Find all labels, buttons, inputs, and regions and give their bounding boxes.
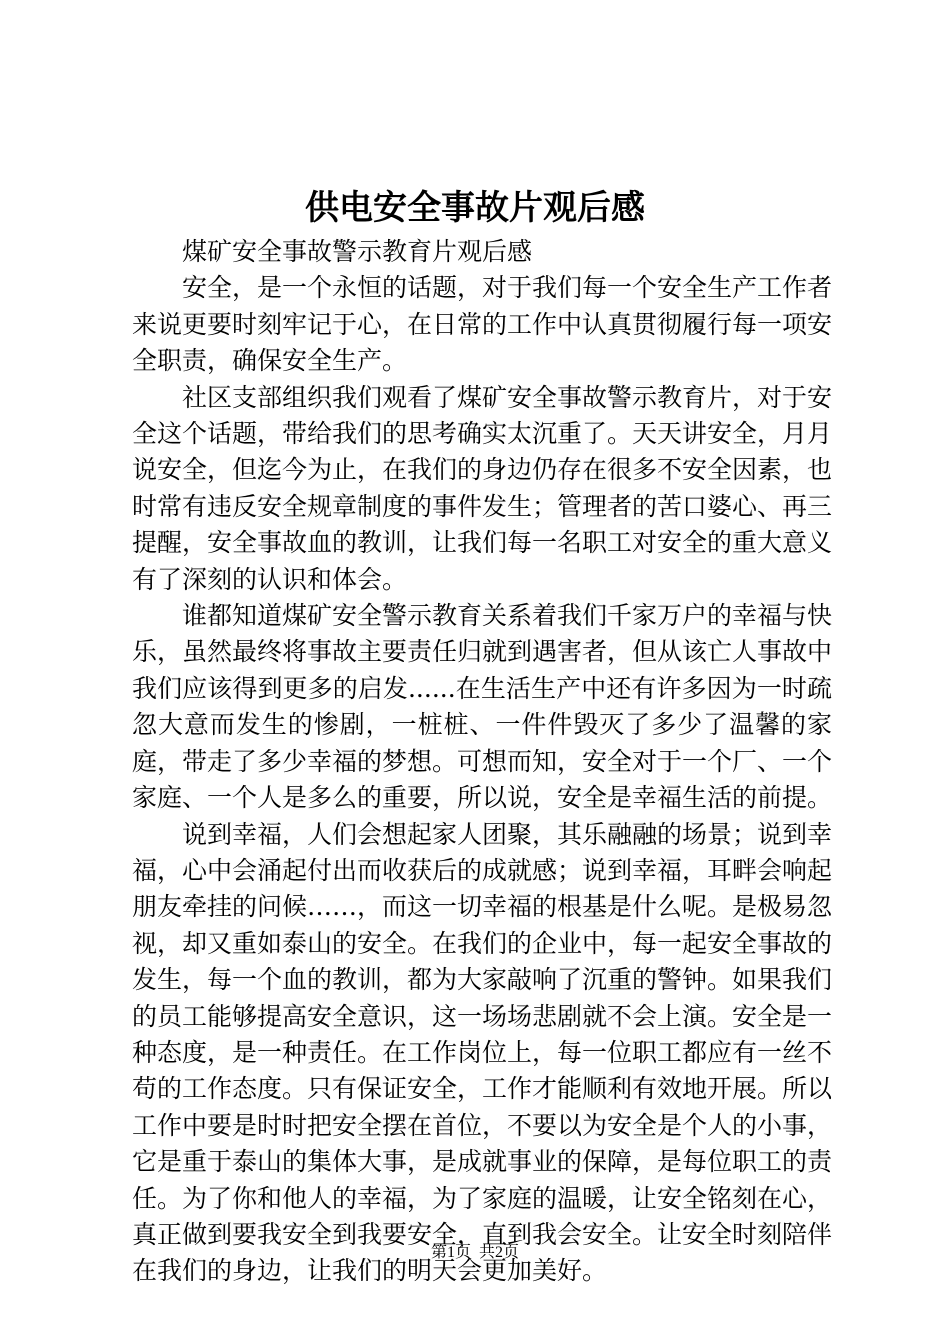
document-subtitle: 煤矿安全事故警示教育片观后感 [182,237,533,266]
paragraph-1: 安全，是一个永恒的话题，对于我们每一个安全生产工作者来说更要时刻牢记于心，在日常的工作中认真贯彻履行每一项安全职责，确保安全生产。 [132,273,833,376]
page-number: 第1页 [430,1244,471,1261]
page-total: 共2页 [479,1244,520,1261]
paragraph-4: 说到幸福，人们会想起家人团聚，其乐融融的场景；说到幸福，心中会涌起付出而收获后的成就感；说到幸福，耳畔会响起朋友牵挂的问候……，而这一切幸福的根基是什么呢。是极易忽视，却又重如泰山的安全。在我们的企业中，每一起安全事故的发生，每一个血的教训，都为大家敲响了沉重的警钟。如果我们的员工能够提高安全意识，这一场场悲剧就不会上演。安全是一种态度，是一种责任。在工作岗位上，每一位职工都应有一丝不苟的工作态度。只有保证安全，工作才能顺利有效地开展。所以工作中要是时时把安全摆在首位，不要以为安全是个人的小事，它是重于泰山的集体大事，是成就事业的保障，是每位职工的责任。为了你和他人的幸福，为了家庭的温暖，让安全铭刻在心，真正做到要我安全到我要安全，直到我会安全。让安全时刻陪伴在我们的身边，让我们的明天会更加美好。 [132,819,833,1286]
document-title: 供电安全事故片观后感 [305,188,645,228]
paragraph-3: 谁都知道煤矿安全警示教育关系着我们千家万户的幸福与快乐，虽然最终将事故主要责任归就到遇害者，但从该亡人事故中我们应该得到更多的启发......在生活生产中还有许多因为一时疏忽大意而发生的惨剧，一桩桩、一件件毁灭了多少了温馨的家庭，带走了多少幸福的梦想。可想而知，安全对于一个厂、一个家庭、一个人是多么的重要，所以说，安全是幸福生活的前提。 [132,601,833,813]
page-footer [0,1242,950,1264]
paragraph-2: 社区支部组织我们观看了煤矿安全事故警示教育片，对于安全这个话题，带给我们的思考确实太沉重了。天天讲安全，月月说安全，但迄今为止，在我们的身边仍存在很多不安全因素，也时常有违反安全规章制度的事件发生；管理者的苦口婆心、再三提醒，安全事故血的教训，让我们每一名职工对安全的重大意义有了深刻的认识和体会。 [132,382,833,594]
document-body [132,234,832,1290]
